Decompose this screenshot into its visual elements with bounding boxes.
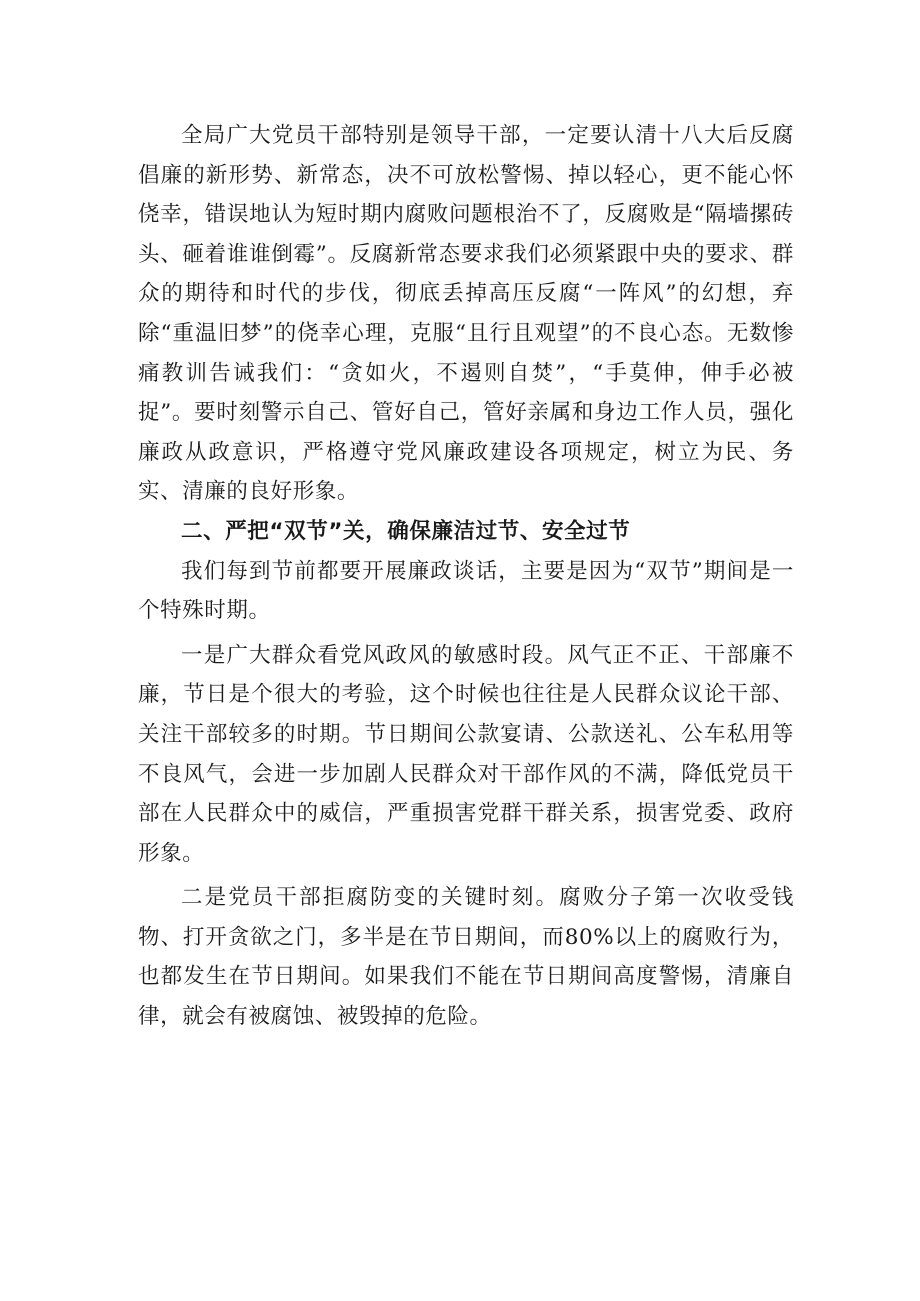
paragraph-point-one: 一是广大群众看党风政风的敏感时段。风气正不正、干部廉不廉，节日是个很大的考验，这个时候也往往是人民群众议论干部、关注干部较多的时期。节日期间公款宴请、公款送礼、公车私用等不良风气，会进一步加剧人民群众对干部作风的不满，降低党员干部在人民群众中的威信，严重损害党群干群关系，损害党委、政府形象。 xyxy=(138,642,794,866)
paragraph-festival-intro: 我们每到节前都要开展廉政谈话，主要是因为“双节”期间是一个特殊时期。 xyxy=(138,558,794,624)
document-body xyxy=(138,116,794,1037)
section-heading-double-festival: 二、严把“双节”关，确保廉洁过节、安全过节 xyxy=(181,518,631,544)
paragraph-point-two: 二是党员干部拒腐防变的关键时刻。腐败分子第一次收受钱物、打开贪欲之门，多半是在节日期间，而80%以上的腐败行为，也都发生在节日期间。如果我们不能在节日期间高度警惕，清廉自律，就会有被腐蚀、被毁掉的危险。 xyxy=(138,885,794,1030)
paragraph-anti-corruption-new-normal: 全局广大党员干部特别是领导干部，一定要认清十八大后反腐倡廉的新形势、新常态，决不可放松警惕、掉以轻心，更不能心怀侥幸，错误地认为短时期内腐败问题根治不了，反腐败是“隔墙摞砖头、砸着谁谁倒霉”。反腐新常态要求我们必须紧跟中央的要求、群众的期待和时代的步伐，彻底丢掉高压反腐“一阵风”的幻想，弃除“重温旧梦”的侥幸心理，克服“且行且观望”的不良心态。无数惨痛教训告诫我们：“贪如火，不遏则自焚”，“手莫伸，伸手必被捉”。要时刻警示自己、管好自己，管好亲属和身边工作人员，强化廉政从政意识，严格遵守党风廉政建设各项规定，树立为民、务实、清廉的良好形象。 xyxy=(138,123,794,505)
